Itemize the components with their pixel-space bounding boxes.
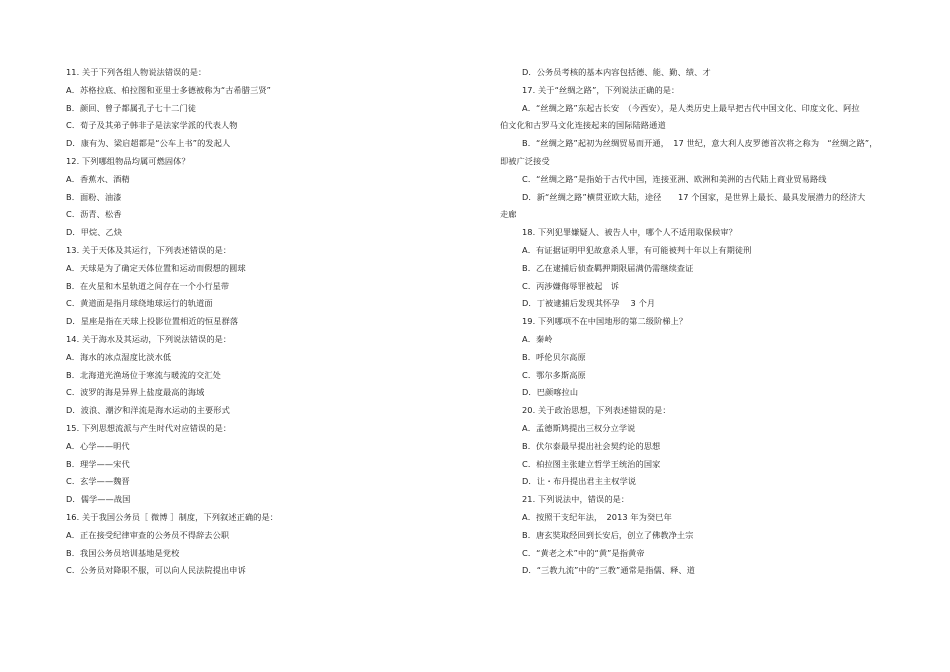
question-line: 19. 下列哪项不在中国地形的第二级阶梯上？: [522, 316, 688, 327]
question-line: D．“三教九流”中的“三教”通常是指儒、释、道: [522, 565, 695, 576]
question-line: D．新“丝绸之路”横贯亚欧大陆，途径 17 个国家，是世界上最长、最具发展潜力的经济大: [522, 191, 866, 202]
question-line: D．儒学——战国: [66, 494, 131, 505]
question-line: B．呼伦贝尔高原: [522, 351, 586, 362]
question-line: 15. 下列思想流派与产生时代对应错误的是：: [66, 422, 232, 433]
question-line: 16. 关于我国公务员［ 微博 ］制度，下列叙述正确的是：: [66, 511, 279, 522]
question-line: B．“丝绸之路”起初为丝绸贸易而开通， 17 世纪，意大利人皮罗德首次将之称为 “丝绸之路”，: [522, 138, 878, 149]
question-line: C．丙涉嫌侮辱罪被起 诉: [522, 280, 619, 291]
question-line: C．荀子及其弟子韩非子是法家学派的代表人物: [66, 120, 238, 131]
question-line: D．让・布丹提出君主主权学说: [522, 476, 637, 487]
question-line: A．心学——明代: [66, 440, 130, 451]
question-line: 伯文化和古罗马文化连接起来的国际陆路通道: [500, 120, 666, 131]
question-line: C．鄂尔多斯高原: [522, 369, 586, 380]
question-line: D．甲烷、乙炔: [66, 227, 123, 238]
question-line: 18. 下列犯罪嫌疑人、被告人中，哪个人不适用取保候审？: [522, 227, 737, 238]
question-line: B．颜回、曾子都属孔子七十二门徒: [66, 102, 197, 113]
question-line: D．星座是指在天球上投影位置相近的恒星群落: [66, 316, 239, 327]
question-line: 走廊: [500, 209, 517, 220]
question-line: A．海水的冰点湿度比淡水低: [66, 351, 172, 362]
question-line: B．北海道光渔场位于寒流与暖流的交汇处: [66, 369, 221, 380]
left-column: [66, 64, 466, 580]
question-line: C．玄学——魏晋: [66, 476, 130, 487]
question-line: A．天球是为了确定天体位置和运动而假想的圆球: [66, 262, 246, 273]
question-line: D．巴颜喀拉山: [522, 387, 579, 398]
question-line: 11. 关于下列各组人物说法错误的是：: [66, 67, 207, 77]
question-line: B．伏尔泰最早提出社会契约论的思想: [522, 440, 661, 451]
question-line: B．在火星和木星轨道之间存在一个小行星带: [66, 280, 230, 291]
question-line: 13. 关于天体及其运行，下列表述错误的是：: [66, 244, 232, 255]
question-line: A．有证据证明甲犯故意杀人罪，有可能被判十年以上有期徒刑: [522, 244, 752, 255]
question-line: B．乙在逮捕后侦查羁押期限届满仍需继续查证: [522, 262, 694, 273]
question-line: B．唐玄奘取经回到长安后，创立了佛教净土宗: [522, 529, 694, 540]
question-line: 12. 下列哪组物品均属可燃固体？: [66, 155, 190, 166]
question-line: C．公务员对降职不服，可以向人民法院提出申诉: [66, 565, 246, 576]
question-line: C．黄道面是指月球绕地球运行的轨道面: [66, 298, 213, 309]
question-line: A．香蕉水、酒精: [66, 173, 130, 184]
question-line: 20. 关于政治思想，下列表述错误的是：: [522, 405, 671, 416]
question-line: A．按照干支纪年法， 2013 年为癸巳年: [522, 511, 672, 522]
question-line: A．秦岭: [522, 333, 553, 344]
question-line: C．柏拉图主张建立哲学王统治的国家: [522, 458, 661, 469]
question-line: C．沥青、松香: [66, 209, 122, 220]
question-line: D．康有为、梁启超都是“公车上书”的发起人: [66, 138, 231, 149]
question-line: A．苏格拉底、柏拉图和亚里士多德被称为“古希腊三贤”: [66, 84, 271, 95]
question-line: 即被广泛接受: [500, 155, 550, 166]
question-line: B．面粉、油漆: [66, 191, 122, 202]
question-line: A．孟德斯鸠提出三权分立学说: [522, 422, 636, 433]
question-line: 17. 关于“丝绸之路”，下列说法正确的是：: [522, 84, 680, 95]
question-line: D．丁被逮捕后发现其怀孕 3 个月: [522, 298, 656, 309]
question-line: C．“丝绸之路”是指始于古代中国，连接亚洲、欧洲和美洲的古代陆上商业贸易路线: [522, 173, 827, 184]
question-line: D．波浪、潮汐和洋流是海水运动的主要形式: [66, 405, 230, 416]
question-line: A．“丝绸之路”东起古长安 （今西安），是人类历史上最早把古代中国文化、印度文化、阿拉: [522, 102, 860, 113]
question-line: A．正在接受纪律审查的公务员不得辞去公职: [66, 529, 230, 540]
question-line: B．理学——宋代: [66, 458, 130, 469]
question-line: C．“黄老之术”中的“黄”是指黄帝: [522, 547, 645, 558]
question-line: 14. 关于海水及其运动，下列说法错误的是：: [66, 333, 232, 344]
question-line: C．波罗的海是异界上盐度最高的海域: [66, 387, 205, 398]
question-line: B．我国公务员培训基地是党校: [66, 547, 180, 558]
question-line: 21. 下列说法中，错误的是：: [522, 494, 630, 505]
question-line: D．公务员考核的基本内容包括德、能、勤、绩、才: [522, 67, 711, 77]
right-column: [500, 64, 940, 580]
